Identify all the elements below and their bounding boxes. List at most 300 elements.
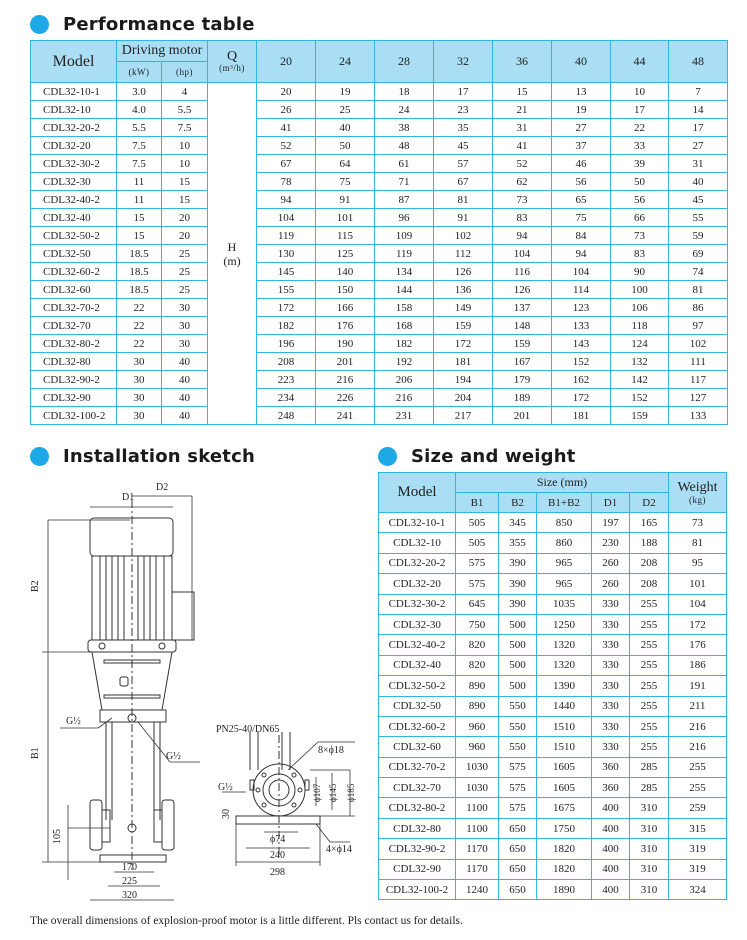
model-cell: CDL32-60-2 [31, 263, 117, 281]
table-row [379, 716, 727, 736]
head-value-cell: 69 [669, 245, 728, 263]
header-kw: (kW) [117, 62, 162, 83]
weight-cell: 259 [669, 798, 727, 818]
model-cell: CDL32-60-2 [379, 716, 456, 736]
size-cell: 1100 [456, 798, 499, 818]
size-cell: 1390 [537, 676, 592, 696]
weight-cell: 95 [669, 553, 727, 573]
head-value-cell: 45 [434, 137, 493, 155]
table-row [379, 737, 727, 757]
head-value-cell: 23 [434, 101, 493, 119]
table-row [379, 574, 727, 594]
head-value-cell: 22 [611, 119, 669, 137]
weight-cell: 319 [669, 839, 727, 859]
kw-cell: 7.5 [117, 155, 162, 173]
head-unit: (m) [223, 253, 241, 268]
size-cell: 650 [499, 839, 537, 859]
hp-cell: 20 [162, 227, 208, 245]
size-cell: 330 [592, 676, 630, 696]
header-weight-unit: (kg) [689, 495, 706, 505]
head-value-cell: 35 [434, 119, 493, 137]
size-cell: 1890 [537, 880, 592, 900]
size-cell: 500 [499, 655, 537, 675]
head-value-cell: 208 [257, 353, 316, 371]
size-cell: 310 [630, 839, 669, 859]
weight-cell: 315 [669, 818, 727, 838]
head-value-cell: 172 [257, 299, 316, 317]
label-phi107: ϕ107 [312, 783, 322, 802]
model-cell: CDL32-90 [31, 389, 117, 407]
head-value-cell: 78 [257, 173, 316, 191]
head-value-cell: 159 [493, 335, 552, 353]
model-cell: CDL32-70 [31, 317, 117, 335]
size-cell: 1820 [537, 859, 592, 879]
table-row [31, 389, 728, 407]
table-row [31, 209, 728, 227]
size-cell: 1320 [537, 655, 592, 675]
head-value-cell: 172 [552, 389, 611, 407]
head-value-cell: 13 [552, 83, 611, 101]
head-value-cell: 41 [257, 119, 316, 137]
header-flow: 28 [375, 41, 434, 83]
size-cell: 208 [630, 574, 669, 594]
size-cell: 285 [630, 778, 669, 798]
head-value-cell: 126 [493, 281, 552, 299]
table-row [379, 614, 727, 634]
head-value-cell: 91 [434, 209, 493, 227]
model-cell: CDL32-70-2 [379, 757, 456, 777]
head-value-cell: 73 [611, 227, 669, 245]
table-row [31, 353, 728, 371]
label-225: 225 [122, 876, 137, 887]
size-cell: 965 [537, 553, 592, 573]
table-row [31, 317, 728, 335]
header-size-col: B2 [499, 493, 537, 513]
size-cell: 505 [456, 513, 499, 533]
weight-cell: 255 [669, 757, 727, 777]
label-170: 170 [122, 862, 137, 873]
table-row [31, 83, 728, 101]
head-value-cell: 190 [316, 335, 375, 353]
head-value-cell: 31 [493, 119, 552, 137]
head-value-cell: 226 [316, 389, 375, 407]
label-g-side: G½ [218, 782, 233, 793]
size-cell: 750 [456, 614, 499, 634]
size-cell: 1820 [537, 839, 592, 859]
table-row [31, 371, 728, 389]
kw-cell: 4.0 [117, 101, 162, 119]
head-value-cell: 26 [257, 101, 316, 119]
head-value-cell: 149 [434, 299, 493, 317]
hp-cell: 10 [162, 137, 208, 155]
head-value-cell: 59 [669, 227, 728, 245]
size-cell: 505 [456, 533, 499, 553]
size-cell: 330 [592, 716, 630, 736]
hp-cell: 30 [162, 299, 208, 317]
model-cell: CDL32-20-2 [379, 553, 456, 573]
head-value-cell: 104 [552, 263, 611, 281]
model-cell: CDL32-30-2 [31, 155, 117, 173]
head-value-cell: 118 [611, 317, 669, 335]
head-value-cell: 64 [316, 155, 375, 173]
head-value-cell: 117 [669, 371, 728, 389]
size-cell: 310 [630, 859, 669, 879]
head-value-cell: 201 [493, 407, 552, 425]
head-value-cell: 83 [611, 245, 669, 263]
label-g-top: G½ [66, 716, 81, 727]
hp-cell: 20 [162, 209, 208, 227]
header-weight-label: Weight [677, 480, 718, 495]
size-cell: 1170 [456, 859, 499, 879]
header-driving-motor: Driving motor [117, 41, 208, 62]
header-flow: 48 [669, 41, 728, 83]
head-value-cell: 87 [375, 191, 434, 209]
label-298: 298 [270, 867, 285, 878]
head-value-cell: 142 [611, 371, 669, 389]
head-value-cell: 65 [552, 191, 611, 209]
size-cell: 500 [499, 614, 537, 634]
model-cell: CDL32-50-2 [31, 227, 117, 245]
hp-cell: 4 [162, 83, 208, 101]
head-value-cell: 150 [316, 281, 375, 299]
table-row [31, 407, 728, 425]
kw-cell: 5.5 [117, 119, 162, 137]
model-cell: CDL32-40 [31, 209, 117, 227]
header-weight [669, 473, 727, 513]
table-row [31, 335, 728, 353]
head-value-cell: 124 [611, 335, 669, 353]
size-cell: 208 [630, 553, 669, 573]
head-value-cell: 206 [375, 371, 434, 389]
model-cell: CDL32-30 [379, 614, 456, 634]
head-value-cell: 102 [434, 227, 493, 245]
weight-cell: 211 [669, 696, 727, 716]
table-row [31, 245, 728, 263]
head-value-cell: 159 [434, 317, 493, 335]
head-label: H [227, 239, 237, 254]
table-row [379, 513, 727, 533]
header-size-col: D2 [630, 493, 669, 513]
label-phi185: ϕ185 [346, 783, 356, 802]
head-value-cell: 216 [316, 371, 375, 389]
size-cell: 550 [499, 696, 537, 716]
table-row [379, 757, 727, 777]
head-value-cell: 115 [316, 227, 375, 245]
head-value-cell: 119 [257, 227, 316, 245]
hp-cell: 15 [162, 191, 208, 209]
installation-title [30, 446, 255, 467]
installation-sketch [20, 470, 375, 910]
model-cell: CDL32-40-2 [379, 635, 456, 655]
size-cell: 500 [499, 635, 537, 655]
header-model: Model [31, 41, 117, 83]
head-value-cell: 94 [493, 227, 552, 245]
size-cell: 850 [537, 513, 592, 533]
bullet-icon [30, 15, 49, 34]
table-row [379, 553, 727, 573]
head-value-cell: 168 [375, 317, 434, 335]
size-cell: 500 [499, 676, 537, 696]
kw-cell: 18.5 [117, 263, 162, 281]
weight-cell: 73 [669, 513, 727, 533]
size-cell: 330 [592, 655, 630, 675]
weight-cell: 101 [669, 574, 727, 594]
label-240: 240 [270, 850, 285, 861]
performance-table [30, 40, 728, 425]
label-feet: 4×ϕ14 [326, 844, 352, 855]
head-value-cell: 86 [669, 299, 728, 317]
model-cell: CDL32-60 [31, 281, 117, 299]
label-phi145: ϕ145 [328, 783, 338, 802]
head-value-cell: 181 [552, 407, 611, 425]
head-value-cell: 100 [611, 281, 669, 299]
kw-cell: 22 [117, 317, 162, 335]
head-value-cell: 127 [669, 389, 728, 407]
weight-cell: 176 [669, 635, 727, 655]
table-row [31, 101, 728, 119]
head-value-cell: 159 [611, 407, 669, 425]
header-hp: (hp) [162, 62, 208, 83]
head-value-cell: 61 [375, 155, 434, 173]
head-value-cell: 201 [316, 353, 375, 371]
size-cell: 285 [630, 757, 669, 777]
table-row [31, 155, 728, 173]
size-cell: 575 [456, 553, 499, 573]
head-value-cell: 83 [493, 209, 552, 227]
size-cell: 1035 [537, 594, 592, 614]
head-value-cell: 133 [552, 317, 611, 335]
head-value-cell: 81 [669, 281, 728, 299]
head-value-cell: 19 [552, 101, 611, 119]
head-value-cell: 74 [669, 263, 728, 281]
kw-cell: 11 [117, 173, 162, 191]
table-row [379, 859, 727, 879]
size-cell: 575 [499, 757, 537, 777]
head-value-cell: 67 [434, 173, 493, 191]
label-105: 105 [52, 829, 63, 844]
model-cell: CDL32-80 [379, 818, 456, 838]
header-flow: 24 [316, 41, 375, 83]
label-b2: B2 [30, 580, 41, 592]
head-value-cell: 24 [375, 101, 434, 119]
weight-cell: 216 [669, 737, 727, 757]
kw-cell: 18.5 [117, 281, 162, 299]
head-value-cell: 84 [552, 227, 611, 245]
head-value-cell: 196 [257, 335, 316, 353]
table-row [379, 533, 727, 553]
size-cell: 575 [499, 778, 537, 798]
size-cell: 650 [499, 818, 537, 838]
table-row [379, 839, 727, 859]
table-row [31, 263, 728, 281]
header-size: Size (mm) [456, 473, 669, 493]
model-cell: CDL32-100-2 [379, 880, 456, 900]
size-cell: 360 [592, 778, 630, 798]
size-cell: 645 [456, 594, 499, 614]
table-row [31, 227, 728, 245]
size-cell: 390 [499, 574, 537, 594]
head-value-cell: 162 [552, 371, 611, 389]
size-cell: 390 [499, 553, 537, 573]
header-flow: 44 [611, 41, 669, 83]
header-q [208, 41, 257, 83]
table-row [31, 119, 728, 137]
size-cell: 1440 [537, 696, 592, 716]
head-value-cell: 18 [375, 83, 434, 101]
head-value-cell: 66 [611, 209, 669, 227]
bullet-icon [30, 447, 49, 466]
table-row [379, 818, 727, 838]
head-value-cell: 109 [375, 227, 434, 245]
size-cell: 890 [456, 676, 499, 696]
weight-cell: 216 [669, 716, 727, 736]
head-value-cell: 104 [257, 209, 316, 227]
head-value-cell: 7 [669, 83, 728, 101]
head-value-cell: 48 [375, 137, 434, 155]
head-value-cell: 152 [552, 353, 611, 371]
hp-cell: 25 [162, 263, 208, 281]
table-row [379, 676, 727, 696]
model-cell: CDL32-80 [31, 353, 117, 371]
head-value-cell: 19 [316, 83, 375, 101]
size-cell: 890 [456, 696, 499, 716]
model-cell: CDL32-20 [31, 137, 117, 155]
header-flow: 32 [434, 41, 493, 83]
head-value-cell: 106 [611, 299, 669, 317]
label-g-mid: G½ [166, 751, 181, 762]
size-cell: 255 [630, 655, 669, 675]
head-value-cell: 33 [611, 137, 669, 155]
size-cell: 960 [456, 737, 499, 757]
head-value-cell: 62 [493, 173, 552, 191]
hp-cell: 40 [162, 371, 208, 389]
head-value-cell: 71 [375, 173, 434, 191]
head-value-cell: 123 [552, 299, 611, 317]
size-cell: 390 [499, 594, 537, 614]
performance-title [30, 14, 255, 35]
head-value-cell: 75 [552, 209, 611, 227]
head-value-cell: 25 [316, 101, 375, 119]
table-row [31, 299, 728, 317]
size-cell: 650 [499, 880, 537, 900]
head-value-cell: 140 [316, 263, 375, 281]
size-cell: 650 [499, 859, 537, 879]
head-value-cell: 10 [611, 83, 669, 101]
weight-cell: 324 [669, 880, 727, 900]
size-cell: 260 [592, 574, 630, 594]
head-value-cell: 52 [257, 137, 316, 155]
model-cell: CDL32-70 [379, 778, 456, 798]
head-value-cell: 91 [316, 191, 375, 209]
head-value-cell: 189 [493, 389, 552, 407]
head-value-cell: 27 [552, 119, 611, 137]
size-cell: 400 [592, 839, 630, 859]
head-value-cell: 102 [669, 335, 728, 353]
size-cell: 255 [630, 594, 669, 614]
table-row [31, 191, 728, 209]
head-value-cell: 126 [434, 263, 493, 281]
size-cell: 400 [592, 880, 630, 900]
head-value-cell: 39 [611, 155, 669, 173]
size-cell: 1100 [456, 818, 499, 838]
size-cell: 345 [499, 513, 537, 533]
size-cell: 255 [630, 635, 669, 655]
head-value-cell: 17 [434, 83, 493, 101]
weight-cell: 81 [669, 533, 727, 553]
header-size-col: D1 [592, 493, 630, 513]
label-d2: D2 [156, 482, 169, 493]
size-cell: 965 [537, 574, 592, 594]
kw-cell: 22 [117, 335, 162, 353]
head-value-cell: 94 [552, 245, 611, 263]
head-unit-cell [208, 83, 257, 425]
header-flow: 36 [493, 41, 552, 83]
head-value-cell: 90 [611, 263, 669, 281]
model-cell: CDL32-30-2 [379, 594, 456, 614]
model-cell: CDL32-90-2 [31, 371, 117, 389]
head-value-cell: 38 [375, 119, 434, 137]
head-value-cell: 41 [493, 137, 552, 155]
size-cell: 255 [630, 737, 669, 757]
size-weight-title-text: Size and weight [411, 446, 576, 467]
model-cell: CDL32-40-2 [31, 191, 117, 209]
size-cell: 1240 [456, 880, 499, 900]
size-cell: 355 [499, 533, 537, 553]
head-value-cell: 15 [493, 83, 552, 101]
head-value-cell: 94 [257, 191, 316, 209]
hp-cell: 40 [162, 353, 208, 371]
model-cell: CDL32-10 [31, 101, 117, 119]
model-cell: CDL32-50-2 [379, 676, 456, 696]
header-q-unit: (m³/h) [219, 63, 245, 73]
model-cell: CDL32-10-1 [379, 513, 456, 533]
weight-cell: 191 [669, 676, 727, 696]
head-value-cell: 96 [375, 209, 434, 227]
model-cell: CDL32-50 [31, 245, 117, 263]
weight-cell: 255 [669, 778, 727, 798]
head-value-cell: 67 [257, 155, 316, 173]
hp-cell: 30 [162, 317, 208, 335]
hp-cell: 15 [162, 173, 208, 191]
head-value-cell: 144 [375, 281, 434, 299]
head-value-cell: 231 [375, 407, 434, 425]
head-value-cell: 148 [493, 317, 552, 335]
hp-cell: 25 [162, 281, 208, 299]
label-flange: PN25-40/DN65 [216, 724, 280, 735]
size-cell: 1605 [537, 757, 592, 777]
head-value-cell: 45 [669, 191, 728, 209]
head-value-cell: 40 [316, 119, 375, 137]
hp-cell: 30 [162, 335, 208, 353]
size-cell: 255 [630, 696, 669, 716]
size-cell: 260 [592, 553, 630, 573]
size-cell: 330 [592, 696, 630, 716]
head-value-cell: 56 [552, 173, 611, 191]
size-cell: 330 [592, 737, 630, 757]
model-cell: CDL32-50 [379, 696, 456, 716]
head-value-cell: 234 [257, 389, 316, 407]
weight-cell: 319 [669, 859, 727, 879]
model-cell: CDL32-20-2 [31, 119, 117, 137]
performance-title-text: Performance table [63, 14, 255, 35]
head-value-cell: 73 [493, 191, 552, 209]
model-cell: CDL32-20 [379, 574, 456, 594]
table-row [379, 798, 727, 818]
table-row [379, 655, 727, 675]
size-cell: 1170 [456, 839, 499, 859]
head-value-cell: 158 [375, 299, 434, 317]
size-cell: 1030 [456, 757, 499, 777]
